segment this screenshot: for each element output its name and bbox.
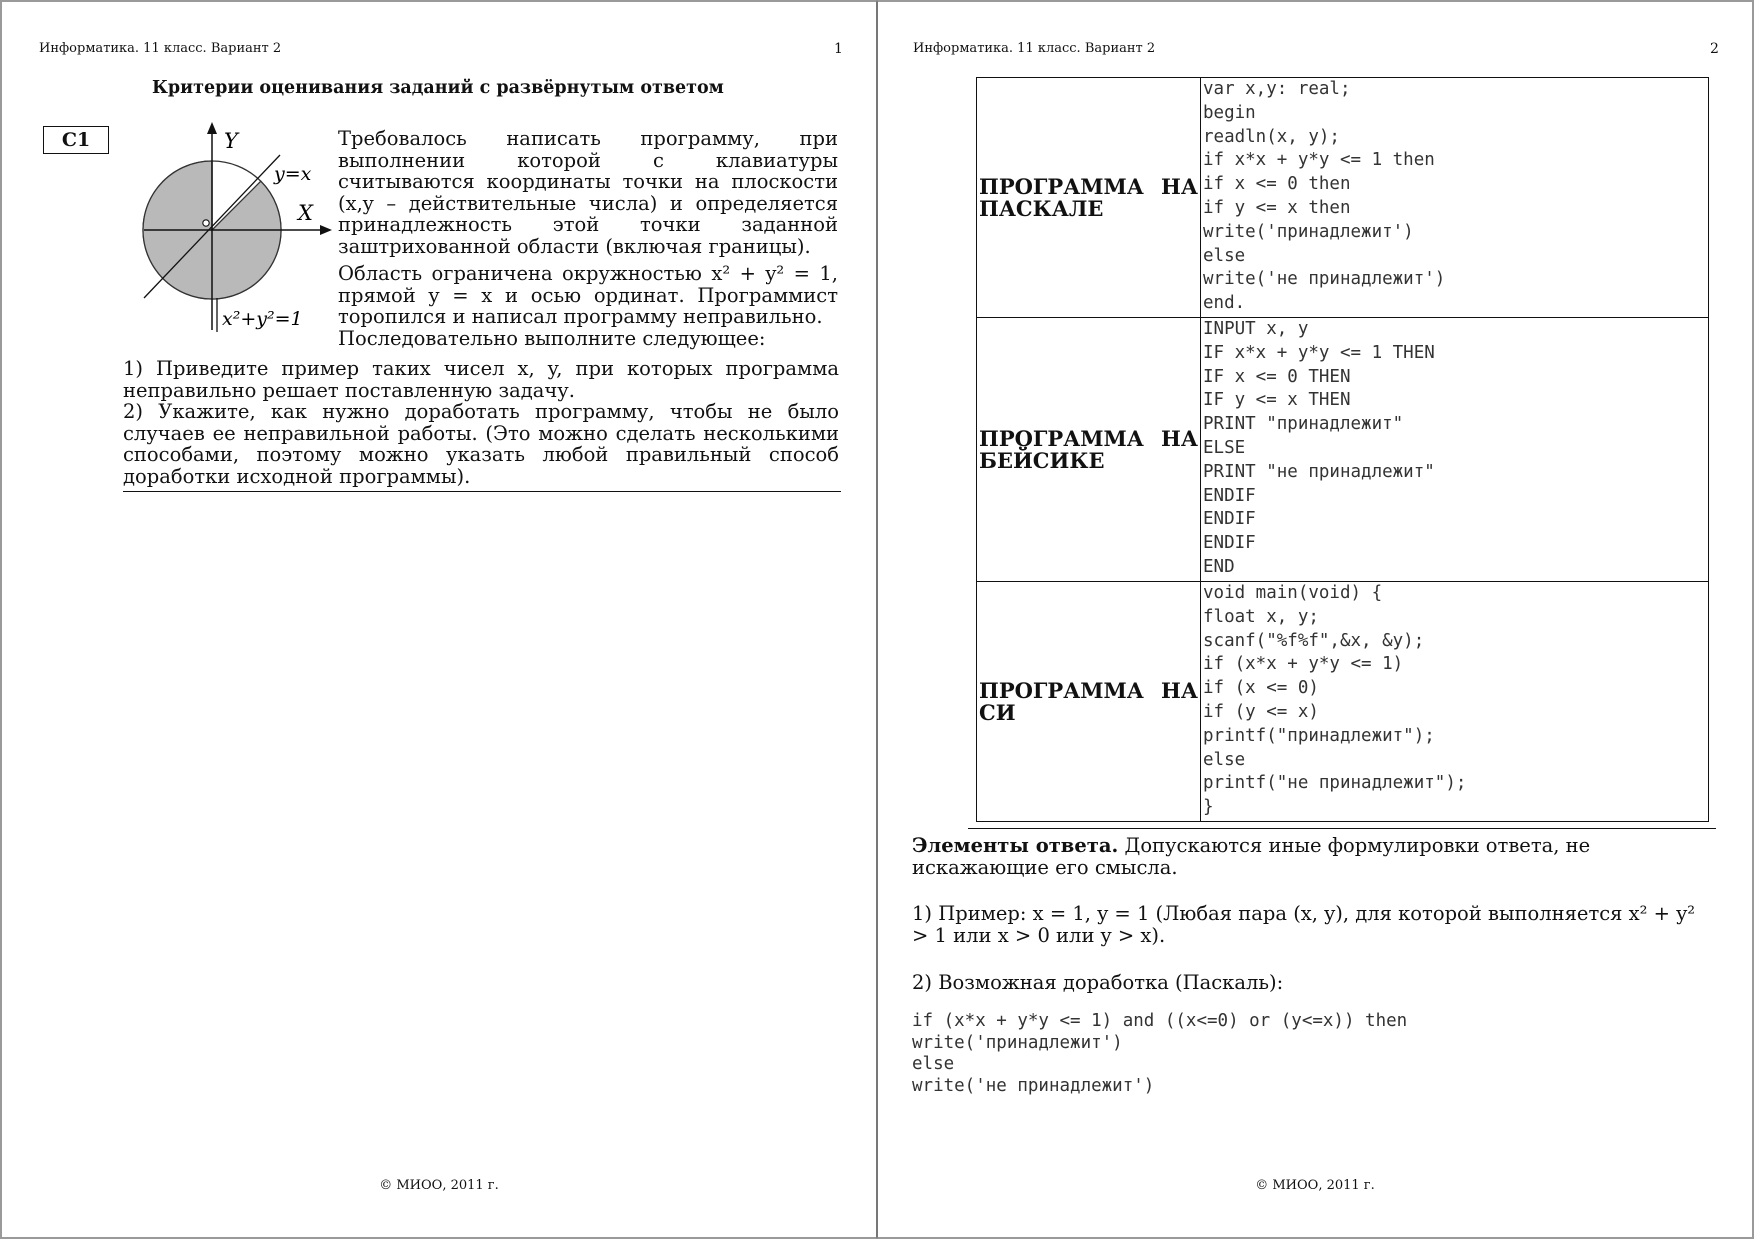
answer-intro: Допускаются иные формулировки ответа, не искажающие его смысла. [912,834,1591,879]
program-label: ПРОГРАММА НА БЕЙСИКЕ [977,318,1201,582]
fix-code: if (x*x + y*y <= 1) and ((x<=0) or (y<=x)) then write('принадлежит') else write('не принадлежит') [912,1011,1408,1096]
program-label: ПРОГРАММА НА СИ [977,582,1201,822]
task-item-2: 2) Укажите, как нужно доработать программу, чтобы не было случаев ее неправильной работы. (Это можно сделать несколькими способами, поэтому можно указать любой правильный способ доработки исходной программы). [123,400,839,488]
region-figure [122,120,337,340]
y-axis-label: Y [224,129,238,153]
task-item-1: 1) Приведите пример таких чисел x, y, при которых программа неправильно решает поставленную задачу. [123,357,839,402]
origin-marker [203,220,209,226]
task-text-2: Область ограничена окружностью x² + y² = 1, прямой y = x и осью ординат. Программист торопился и написал программу неправильно. [338,262,838,328]
program-code-basic: INPUT x, y IF x*x + y*y <= 1 THEN IF x <= 0 THEN IF y <= x THEN PRINT "принадлежит" ELSE PRINT "не принадлежит" ENDIF ENDIF ENDIF END [1201,318,1709,582]
answer-elements [912,835,1716,879]
table-underline [968,828,1716,829]
task-description [338,128,838,349]
program-code-pascal: var x,y: real; begin readln(x, y); if x*x + y*y <= 1 then if x <= 0 then if y <= x then write('принадлежит') else write('не принадлежит') end. [1201,78,1709,318]
page-footer: © МИОО, 2011 г. [379,1178,499,1193]
program-code-c: void main(void) { float x, y; scanf("%f%f",&x, &y); if (x*x + y*y <= 1) if (x <= 0) if (y <= x) printf("принадлежит"); else printf("не принадлежит"); } [1201,582,1709,822]
program-row-c [977,582,1709,822]
task-id-box: C1 [43,126,109,154]
programs-table [976,77,1709,822]
x-axis-arrow [320,225,332,235]
answer-2: 2) Возможная доработка (Паскаль): [912,971,1284,994]
answer-1: 1) Пример: x = 1, y = 1 (Любая пара (x, y), для которой выполняется x² + y² > 1 или x > 0 или y > x). [912,902,1696,947]
criteria-title: Критерии оценивания заданий с развёрнутым ответом [152,78,724,98]
line-label: y=x [274,163,312,185]
task-text-1: Требовалось написать программу, при выполнении которой с клавиатуры считываются координаты точки на плоскости (x,y – действительные числа) и определяется принадлежность этой точки заданной заштрихованной области (включая границы). [338,127,838,258]
page-header: Информатика. 11 класс. Вариант 2 [39,41,282,56]
answer-title: Элементы ответа. [912,834,1119,857]
program-label: ПРОГРАММА НА ПАСКАЛЕ [977,78,1201,318]
task-text-3: Последовательно выполните следующее: [338,326,766,350]
program-row-basic [977,318,1709,582]
section-divider [123,491,841,492]
page-footer: © МИОО, 2011 г. [1255,1178,1375,1193]
page-number: 2 [1710,41,1719,57]
x-axis-label: X [298,201,313,225]
task-items [123,358,839,487]
program-row-pascal [977,78,1709,318]
page-number: 1 [834,41,843,57]
y-axis-arrow [207,122,217,134]
circle-label: x²+y²=1 [222,308,303,330]
page-header: Информатика. 11 класс. Вариант 2 [913,41,1156,56]
